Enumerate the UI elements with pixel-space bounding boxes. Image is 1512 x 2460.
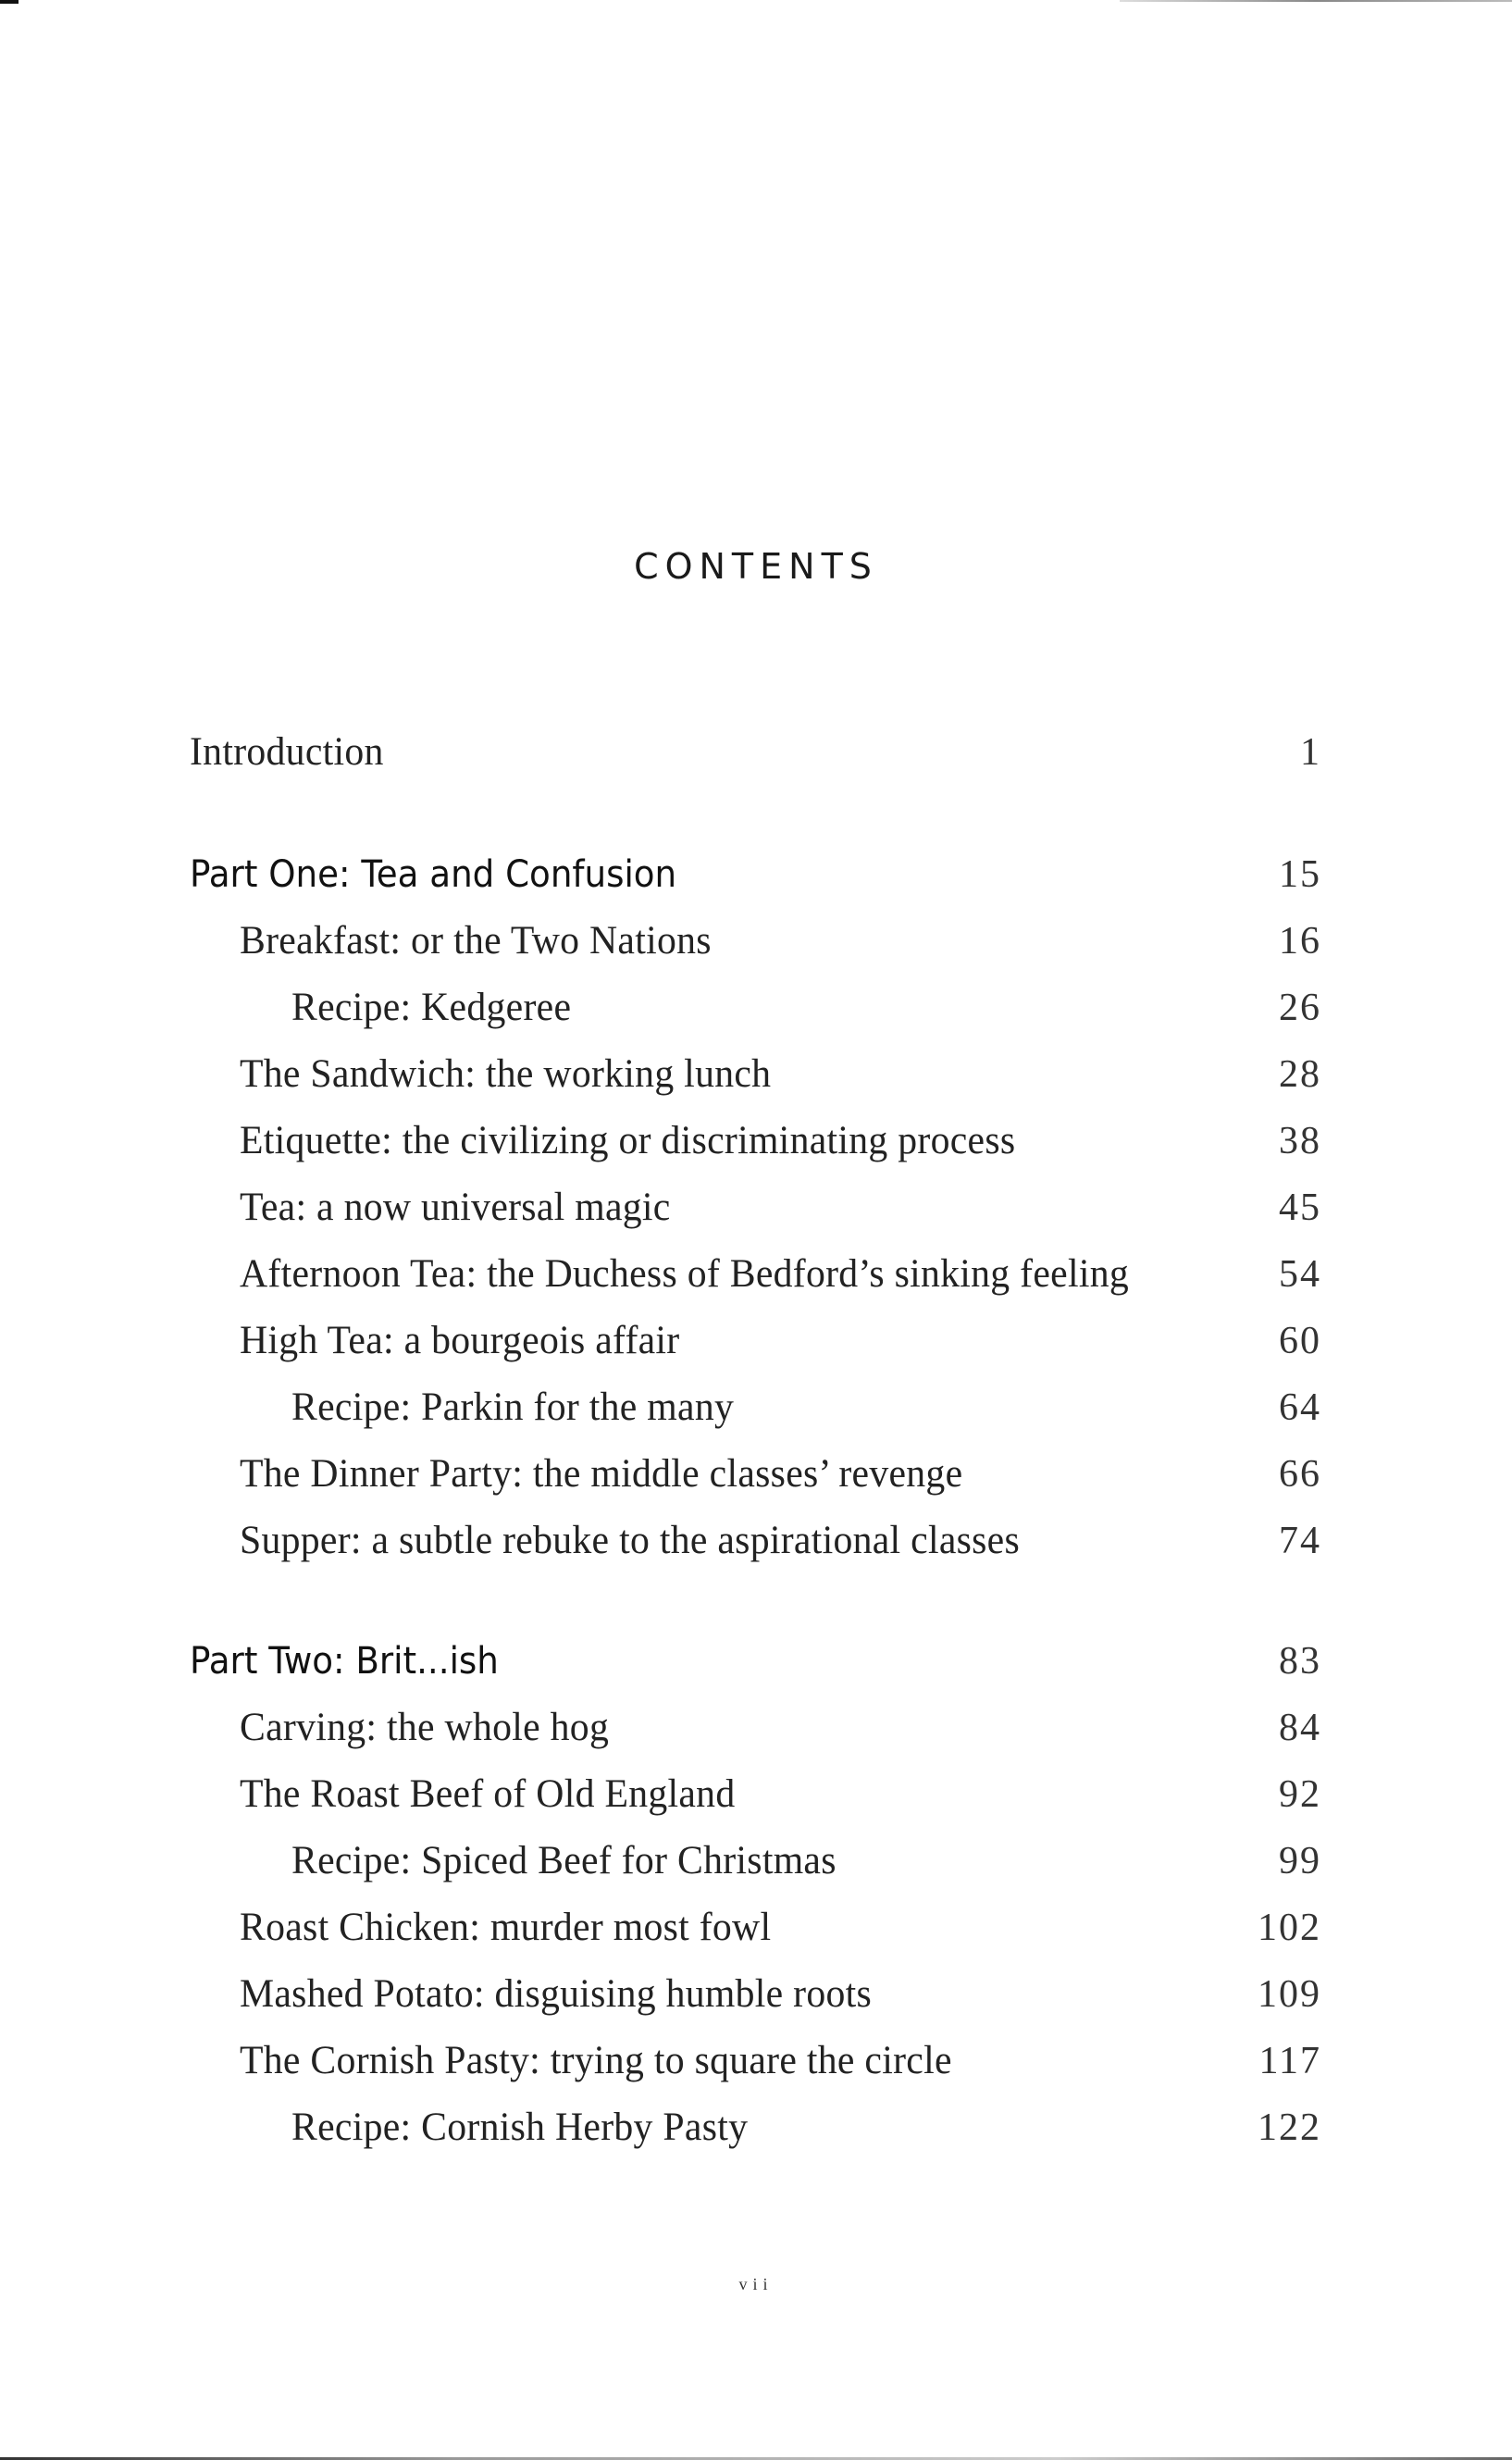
toc-entry-label: Breakfast: or the Two Nations	[240, 919, 712, 963]
toc-part-two	[190, 1628, 1321, 1695]
scan-edge-mark	[0, 0, 19, 4]
toc-entry	[190, 1041, 1321, 1108]
toc-entry-page: 60	[1279, 1320, 1321, 1362]
toc-entry-label: The Dinner Party: the middle classes’ revenge	[240, 1452, 963, 1496]
page-number: vii	[738, 2275, 774, 2293]
toc-entry-page: 38	[1279, 1120, 1321, 1162]
toc-entry-label: Introduction	[190, 730, 384, 774]
toc-entry-page: 102	[1258, 1907, 1321, 1949]
table-of-contents	[190, 719, 1321, 2161]
toc-entry	[190, 1441, 1321, 1508]
toc-entry-label: Mashed Potato: disguising humble roots	[240, 1972, 873, 2016]
page-title: CONTENTS	[634, 546, 878, 587]
toc-entry-label: Recipe: Spiced Beef for Christmas	[291, 1839, 837, 1882]
toc-entry-page: 28	[1279, 1053, 1321, 1096]
toc-entry-label: Recipe: Parkin for the many	[291, 1385, 735, 1429]
toc-entry	[190, 2094, 1321, 2161]
toc-entry-label: Afternoon Tea: the Duchess of Bedford’s sinking feeling	[240, 1252, 1129, 1296]
toc-entry-label: Recipe: Cornish Herby Pasty	[291, 2106, 749, 2149]
toc-entry-label: Recipe: Kedgeree	[291, 986, 572, 1029]
toc-entry-page: 54	[1279, 1253, 1321, 1296]
toc-entry-page: 45	[1279, 1187, 1321, 1229]
toc-entry-page: 84	[1279, 1707, 1321, 1749]
toc-entry	[190, 1508, 1321, 1574]
toc-entry-label: Etiquette: the civilizing or discriminating process	[240, 1119, 1016, 1162]
toc-entry-page: 1	[1300, 731, 1321, 774]
toc-entry-introduction	[190, 719, 1321, 786]
toc-entry	[190, 975, 1321, 1041]
toc-entry-label: Tea: a now universal magic	[240, 1186, 671, 1229]
toc-entry-page: 26	[1279, 987, 1321, 1029]
scan-edge-mark	[1120, 0, 1512, 2]
toc-entry	[190, 1895, 1321, 1961]
toc-entry	[190, 1961, 1321, 2028]
toc-entry-label: Supper: a subtle rebuke to the aspirational classes	[240, 1519, 1021, 1562]
toc-entry-label: The Roast Beef of Old England	[240, 1772, 736, 1816]
toc-entry	[190, 1695, 1321, 1761]
toc-entry	[190, 1108, 1321, 1174]
toc-entry-page: 16	[1279, 920, 1321, 963]
toc-part-page: 83	[1279, 1640, 1321, 1683]
toc-entry-label: High Tea: a bourgeois affair	[240, 1319, 680, 1362]
toc-part-page: 15	[1279, 853, 1321, 896]
toc-entry-label: Roast Chicken: murder most fowl	[240, 1906, 772, 1949]
toc-entry-page: 122	[1258, 2106, 1321, 2149]
toc-part-label: Part One: Tea and Confusion	[190, 853, 677, 896]
toc-entry-label: The Sandwich: the working lunch	[240, 1052, 772, 1096]
toc-entry	[190, 1374, 1321, 1441]
toc-entry-page: 66	[1279, 1453, 1321, 1496]
toc-entry	[190, 1308, 1321, 1374]
toc-part-label: Part Two: Brit...ish	[190, 1640, 499, 1683]
toc-entry	[190, 908, 1321, 975]
toc-entry	[190, 2028, 1321, 2094]
toc-entry-page: 64	[1279, 1386, 1321, 1429]
toc-entry-page: 99	[1279, 1840, 1321, 1882]
toc-entry-page: 74	[1279, 1520, 1321, 1562]
toc-entry	[190, 1761, 1321, 1828]
toc-entry	[190, 1241, 1321, 1308]
toc-entry-page: 92	[1279, 1773, 1321, 1816]
toc-part-one	[190, 841, 1321, 908]
toc-entry-label: The Cornish Pasty: trying to square the circle	[240, 2039, 952, 2082]
toc-entry-page: 117	[1258, 2040, 1321, 2082]
toc-entry-label: Carving: the whole hog	[240, 1706, 610, 1749]
toc-entry-page: 109	[1258, 1973, 1321, 2016]
toc-entry	[190, 1828, 1321, 1895]
toc-entry	[190, 1174, 1321, 1241]
